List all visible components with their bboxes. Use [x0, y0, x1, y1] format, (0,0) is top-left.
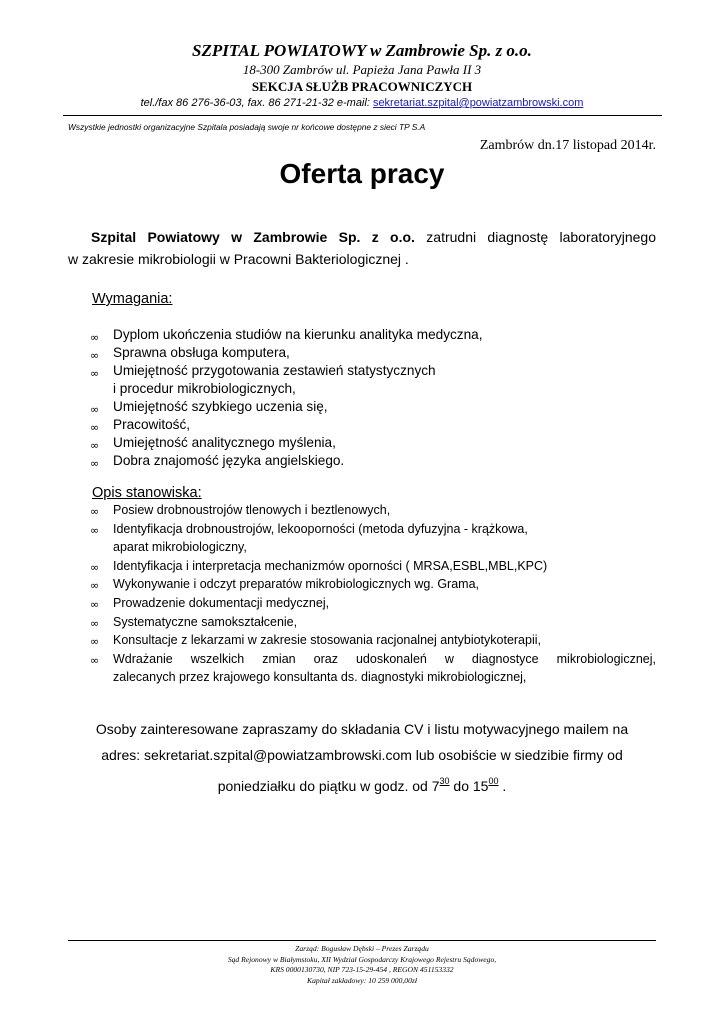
bullet-icon: ∞ — [90, 421, 100, 434]
header-divider — [63, 115, 662, 116]
header-email-link[interactable]: sekretariat.szpital@powiatzambrowski.com — [372, 97, 584, 109]
department-name: SEKCJA SŁUŻB PRACOWNICZYCH — [251, 79, 473, 94]
intro-line-1 — [68, 226, 656, 248]
list-item: ∞ Wdrażanie wszelkich zmian oraz udoskonaleń w diagnostyce mikrobiologicznej, zalecanych przez krajowego konsultanta ds. diagnostyki mikrobiologicznej, — [90, 651, 656, 685]
hospital-name: SZPITAL POWIATOWY w Zambrowie Sp. z o.o. — [192, 41, 532, 60]
bullet-icon: ∞ — [90, 331, 100, 344]
duties-list — [90, 501, 660, 687]
application-line-2: adres: sekretariat.szpital@powiatzambrowski.com lub osobiście w siedzibie firmy od — [101, 747, 623, 763]
list-item: ∞ Posiew drobnoustrojów tlenowych i beztlenowych, — [90, 501, 660, 520]
bullet-icon: ∞ — [90, 635, 100, 649]
bullet-icon: ∞ — [90, 653, 100, 667]
employer-name: Szpital Powiatowy w Zambrowie Sp. z o.o. — [91, 229, 415, 245]
list-item: ∞ Konsultacje z lekarzami w zakresie stosowania racjonalnej antybiotykoterapii, — [90, 631, 660, 650]
footer-registry: KRS 0000130730, NIP 723-15-29-454 , REGON 451153332 — [270, 965, 454, 974]
list-item: ∞ Umiejętność szybkiego uczenia się, — [90, 398, 660, 416]
bullet-icon: ∞ — [90, 403, 100, 416]
hours-from-minutes: 30 — [439, 776, 450, 786]
list-item: ∞ Identyfikacja drobnoustrojów, lekooporności (metoda dyfuzyjna - krążkowa, aparat mikrobiologiczny, — [90, 521, 528, 555]
requirements-heading: Wymagania: — [92, 291, 173, 307]
requirements-list — [90, 326, 660, 470]
page-title: Oferta pracy — [279, 158, 445, 189]
list-item: ∞ Prowadzenie dokumentacji medycznej, — [90, 594, 660, 613]
list-item: ∞ Pracowitość, — [90, 416, 660, 434]
list-item: ∞ Umiejętność przygotowania zestawień statystycznych i procedur mikrobiologicznych, — [90, 363, 436, 396]
list-item: ∞ Dyplom ukończenia studiów na kierunku analityka medyczna, — [90, 326, 660, 344]
document-date: Zambrów dn.17 listopad 2014r. — [479, 138, 656, 153]
footer-court: Sąd Rejonowy w Białymstoku, XII Wydział Gospodarczy Krajowego Rejestru Sądowego, — [227, 954, 497, 964]
list-item: ∞ Dobra znajomość języka angielskiego. — [90, 452, 660, 470]
hours-to-minutes: 00 — [488, 776, 499, 786]
bullet-icon: ∞ — [90, 579, 100, 593]
bullet-icon: ∞ — [90, 505, 100, 518]
footer-board: Zarząd: Bogusław Dębski – Prezes Zarządu — [295, 944, 429, 953]
bullet-icon: ∞ — [90, 439, 100, 452]
list-item: ∞ Umiejętność analitycznego myślenia, — [90, 434, 660, 452]
bullet-icon: ∞ — [90, 367, 100, 380]
header-note: Wszystkie jednostki organizacyjne Szpitala posiadają swoje nr końcowe dostępne z sieci TP S.A — [68, 122, 426, 132]
application-info — [68, 716, 656, 799]
bullet-icon: ∞ — [90, 349, 100, 362]
phone-fax: tel./fax 86 276-36-03, fax. 86 271-21-32 e-mail: — [140, 97, 373, 109]
footer-capital: Kapitał zakładowy: 10 259 000,00zł — [307, 975, 417, 985]
intro-line-2: w zakresie mikrobiologii w Pracowni Bakteriologicznej . — [68, 251, 409, 267]
intro-text: zatrudni diagnostę laboratoryjnego — [414, 229, 656, 245]
bullet-icon: ∞ — [90, 616, 100, 630]
bullet-icon: ∞ — [90, 597, 100, 611]
list-item: ∞ Identyfikacja i interpretacja mechanizmów oporności ( MRSA,ESBL,MBL,KPC) — [90, 557, 660, 576]
header-contact — [0, 97, 724, 109]
bullet-icon: ∞ — [90, 560, 100, 574]
list-item: ∞ Sprawna obsługa komputera, — [90, 344, 660, 362]
bullet-icon: ∞ — [90, 457, 100, 470]
footer — [0, 944, 724, 986]
duties-heading: Opis stanowiska: — [92, 485, 202, 501]
application-line-1: Osoby zainteresowane zapraszamy do składania CV i listu motywacyjnego mailem na — [95, 721, 629, 737]
list-item: ∞ Wykonywanie i odczyt preparatów mikrobiologicznych wg. Grama, — [90, 575, 660, 594]
list-item: ∞ Systematyczne samokształcenie, — [90, 613, 660, 632]
bullet-icon: ∞ — [90, 523, 100, 537]
application-hours: poniedziałku do piątku w godz. od $7^{30}$ do $15^{00}$ . — [217, 776, 507, 794]
hospital-address: 18-300 Zambrów ul. Papieża Jana Pawła II 3 — [242, 62, 482, 77]
footer-divider — [68, 940, 656, 941]
